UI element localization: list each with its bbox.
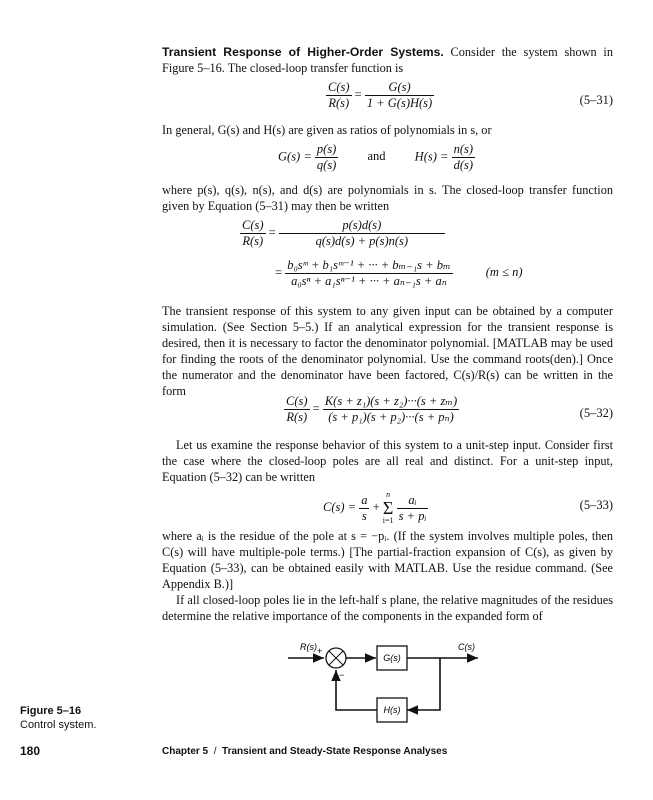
- equation-5-32: $\frac{C(s)}{R(s)}$ = $\frac{\text{K(s + z₁)(s + z₂)···(s + zₘ)}}{\text{(s + p₁)(s + p₂)···(s + pₙ)}}$: [286, 394, 458, 424]
- figure-label: Figure 5–16: [20, 705, 82, 717]
- text-general: In general, G(s) and H(s) are given as ratios of polynomials in s, or: [162, 123, 492, 137]
- feedback-block-label: H(s): [383, 705, 401, 715]
- intro-paragraph: [162, 44, 613, 76]
- paragraph-residue: where aᵢ is the residue of the pole at s = −pᵢ. (If the system involves multiple poles, then C(s) will have multiple-pole terms.) [The partial-fraction expansion of C(s), as given by Equation (5–33), can be obtained easily with MATLAB. Use the residue command. (See Appendix B.)]: [162, 529, 613, 592]
- equation-number-5-32: (5–32): [579, 406, 613, 420]
- section-heading: Transient Response of Higher-Order Systems.: [162, 45, 444, 59]
- figure-caption: [20, 704, 96, 732]
- paragraph-unit-step: Let us examine the response behavior of this system to a unit-step input. Consider first the case where the closed-loop poles are all real and distinct. For a unit-step input, Equation (5–32) can be written: [162, 438, 613, 485]
- equation-polynomial: = $\frac{\text{b₀sᵐ + b₁sᵐ⁻¹ + ··· + bₘ₋₁s + bₘ}}{\text{a₀sⁿ + a₁sⁿ⁻¹ + ··· + aₙ₋₁s + aₙ}}$ (m ≤ n): [275, 258, 523, 288]
- equation-5-31: $\frac{C(s)}{R(s)}$ = $\frac{G(s)}{1 + G(s)H(s)}$: [328, 80, 433, 110]
- paragraph-left-half: If all closed-loop poles lie in the left-half s plane, the relative magnitudes of the residues determine the relative importance of the components in the expanded form of: [162, 593, 613, 624]
- page-number: 180: [20, 744, 41, 758]
- intro-text: Consider the system shown in Figure 5–16. The closed-loop transfer function is: [162, 45, 613, 76]
- running-footer: Chapter 5 / Transient and Steady-State Response Analyses: [162, 746, 448, 757]
- text-where: where p(s), q(s), n(s), and d(s) are polynomials in s. The closed-loop transfer function given by Equation (5–31) may then be written: [162, 183, 613, 214]
- minus-sign: −: [339, 670, 345, 680]
- output-label: C(s): [458, 642, 475, 652]
- input-label: R(s): [300, 642, 317, 652]
- forward-block-label: G(s): [383, 653, 401, 663]
- equation-ratios: G(s) = $\frac{p(s)}{q(s)}$ and H(s) = $\frac{n(s)}{d(s)}$: [278, 142, 474, 172]
- equation-5-33: C(s) = $\frac{a}{s}$ + n Σ i=1 $\frac{\text{aᵢ}}{\text{s + pᵢ}}$: [323, 490, 427, 525]
- figure-caption-text: Control system.: [20, 719, 97, 731]
- plus-sign: +: [317, 646, 323, 656]
- control-system-block-diagram: [270, 630, 490, 730]
- paragraph-transient: The transient response of this system to any given input can be obtained by a computer simulation. (See Section 5–5.) If an analytical expression for the transient response is desired, then it is necessary to factor the denominator polynomial. [MATLAB may be used for finding the roots of the denominator polynomial. Use the command roots(den).] Once the numerator and the denominator have been factored, C(s)/R(s) can be written in the form: [162, 304, 613, 399]
- equation-expanded: $\frac{C(s)}{R(s)}$ = $\frac{p(s)d(s)}{q(s)d(s) + p(s)n(s)}$: [240, 218, 445, 249]
- equation-number-5-33: (5–33): [579, 498, 613, 512]
- equation-number-5-31: (5–31): [579, 93, 613, 107]
